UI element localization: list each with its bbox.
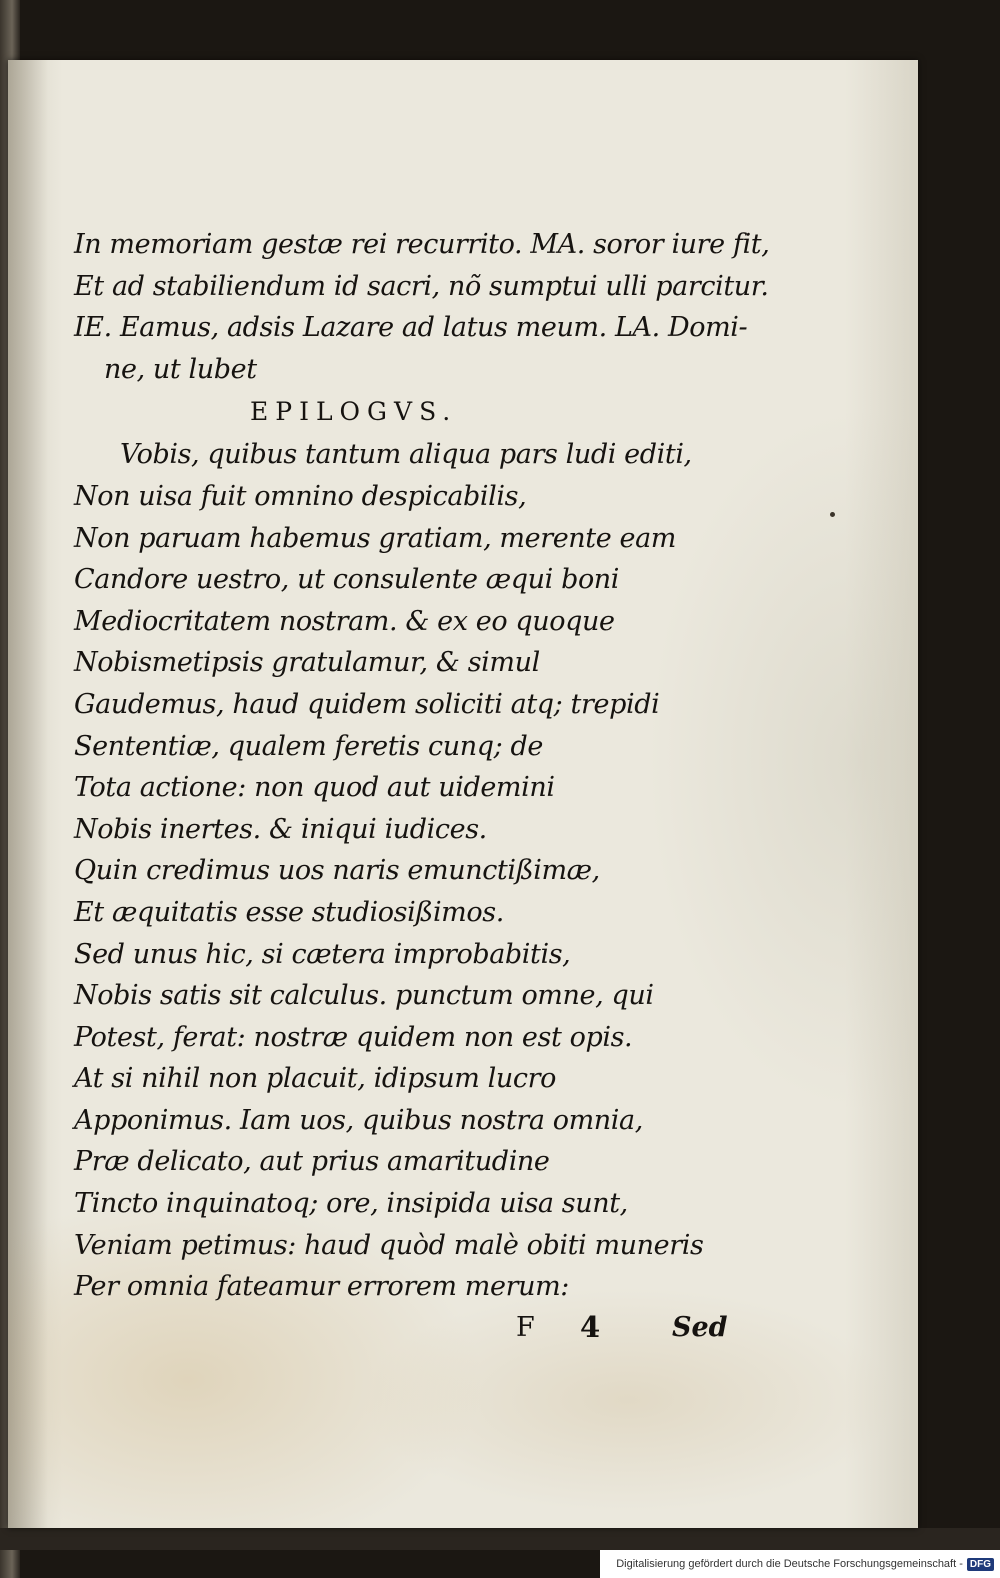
text-line: Mediocritatem nostram. & ex eo quoque <box>74 605 615 637</box>
text-line: Quin credimus uos naris emunctißimæ, <box>74 855 600 887</box>
text-line: Apponimus. Iam uos, quibus nostra omnia, <box>74 1104 643 1136</box>
paper-speck <box>830 512 835 517</box>
catchword: Sed <box>672 1312 728 1343</box>
text-line: Et æquitatis esse studiosißimos. <box>74 896 504 928</box>
page-text-block <box>74 224 770 1308</box>
signature-mark: F <box>516 1312 535 1343</box>
page-footer <box>74 1310 728 1356</box>
text-line: Sed unus hic, si cætera improbabitis, <box>74 938 571 970</box>
text-line: In memoriam gestæ rei recurrito. MA. soror iure fit, <box>74 229 770 260</box>
text-line: Potest, ferat: nostræ quidem non est opis. <box>74 1021 633 1053</box>
text-line: Præ delicato, aut prius amaritudine <box>74 1146 550 1178</box>
digitization-credit-bar <box>600 1550 1000 1578</box>
text-line: At si nihil non placuit, idipsum lucro <box>74 1063 556 1095</box>
text-line: IE. Eamus, adsis Lazare ad latus meum. LA. Domi- <box>74 312 748 344</box>
section-heading: EPILOGVS. <box>250 397 458 427</box>
text-line: Vobis, quibus tantum aliqua pars ludi editi, <box>120 439 692 471</box>
text-line: Tota actione: non quod aut uidemini <box>74 772 555 804</box>
digitization-credit: Digitalisierung gefördert durch die Deutsche Forschungsgemeinschaft - <box>616 1558 963 1570</box>
scan-bottom-margin <box>0 1528 1000 1550</box>
page-number: 4 <box>580 1310 601 1344</box>
text-line: Per omnia fateamur errorem merum: <box>74 1271 569 1303</box>
text-line: Nobis satis sit calculus. punctum omne, qui <box>74 980 654 1012</box>
text-line: Non uisa fuit omnino despicabilis, <box>74 480 527 512</box>
text-line: Nobis inertes. & iniqui iudices. <box>74 813 487 845</box>
page-gutter-shadow <box>8 60 48 1528</box>
text-line: Nobismetipsis gratulamur, & simul <box>74 647 540 679</box>
text-line: Sententiæ, qualem feretis cunq; de <box>74 730 543 762</box>
text-line: Tincto inquinatoq; ore, insipida uisa sunt, <box>74 1188 628 1220</box>
text-line: ne, ut lubet <box>104 353 257 385</box>
text-line: Non paruam habemus gratiam, merente eam <box>74 522 676 554</box>
text-line: Veniam petimus: haud quòd malè obiti muneris <box>74 1229 704 1261</box>
text-line: Gaudemus, haud quidem soliciti atq; trepidi <box>74 688 660 720</box>
text-line: Candore uestro, ut consulente æqui boni <box>74 564 620 596</box>
dfg-logo: DFG <box>967 1558 994 1571</box>
text-line: Et ad stabiliendum id sacri, nõ sumptui ulli parcitur. <box>74 270 769 302</box>
book-page <box>8 60 918 1528</box>
